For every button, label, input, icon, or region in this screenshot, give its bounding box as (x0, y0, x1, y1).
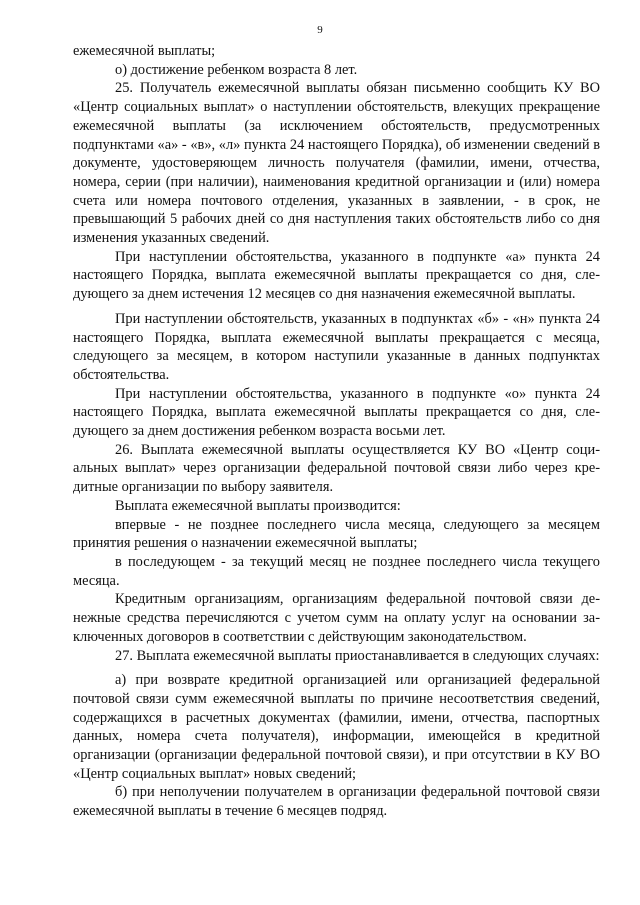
paragraph: При наступлении обстоятельства, указанного в подпункте «о» пункта 24 настоящего Порядка, выплата ежемесячной выплаты прекращается со дня, следующего за днем достижения ребенком возраста восьми лет. (73, 385, 600, 440)
paragraph: При наступлении обстоятельства, указанного в подпункте «а» пункта 24 настоящего Порядка, выплата ежемесячной выплаты прекращается со дня, следующего за днем истечения 12 месяцев со дня назначения ежемесячной выплаты. (73, 248, 600, 303)
paragraph: При наступлении обстоятельств, указанных в подпунктах «б» - «н» пункта 24 настоящего Порядка, выплата ежемесячной выплаты прекращается с месяца, следующего за месяцем, в котором наступили указанные в данных подпунктах обстоятельства. (73, 310, 600, 383)
paragraph: в последующем - за текущий месяц не позднее последнего числа текущего месяца. (73, 553, 600, 589)
paragraph: б) при неполучении получателем в организации федеральной почтовой связи ежемесячной выплаты в течение 6 месяцев подряд. (73, 784, 600, 820)
paragraph: 27. Выплата ежемесячной выплаты приостанавливается в следующих случаях: (115, 647, 600, 664)
paragraph: о) достижение ребенком возраста 8 лет. (115, 61, 358, 78)
document-body (73, 42, 600, 821)
paragraph: 25. Получатель ежемесячной выплаты обязан письменно сообщить КУ ВО «Центр социальных выплат» о наступлении обстоятельств, влекущих прекращение ежемесячной выплаты (за исключением обстоятельств, предусмотренных подпунктами «а» - «в», «л» пункта 24 настоящего Порядка), об изменении сведений в документе, удостоверяющем личность получателя (фамилии, имени, отчества, номера, серии (при наличии), наименования кредитной организации и (или) номера счета или номера почтового отделения, указанных в заявлении, - в срок, не превышающий 5 рабочих дней со дня наступления таких обстоятельств либо со дня изменения указанных сведений. (73, 80, 600, 247)
paragraph: Выплата ежемесячной выплаты производится: (115, 497, 401, 514)
page-number: 9 (317, 24, 323, 36)
paragraph: впервые - не позднее последнего числа месяца, следующего за месяцем принятия решения о назначении ежемесячной выплаты; (73, 516, 600, 552)
paragraph: а) при возврате кредитной организацией или организацией федеральной почтовой связи сумм ежемесячной выплаты по причине несоответствия сведений, содержащихся в расчетных документах (фамилии, имени, отчества, паспортных данных, номера счета получателя), информации, имеющейся в кредитной организации (организации федеральной почтовой связи), и при отсутствии в КУ ВО «Центр социальных выплат» новых сведений; (73, 672, 600, 782)
paragraph: Кредитным организациям, организациям федеральной почтовой связи денежные средства перечисляются с учетом сумм на оплату услуг на основании заключенных договоров в соответствии с действующим законодательством. (73, 591, 600, 645)
paragraph: ежемесячной выплаты; (73, 43, 216, 59)
paragraph: 26. Выплата ежемесячной выплаты осуществляется КУ ВО «Центр социальных выплат» через организации федеральной почтовой связи либо через кредитные организации по выбору заявителя. (73, 441, 600, 496)
